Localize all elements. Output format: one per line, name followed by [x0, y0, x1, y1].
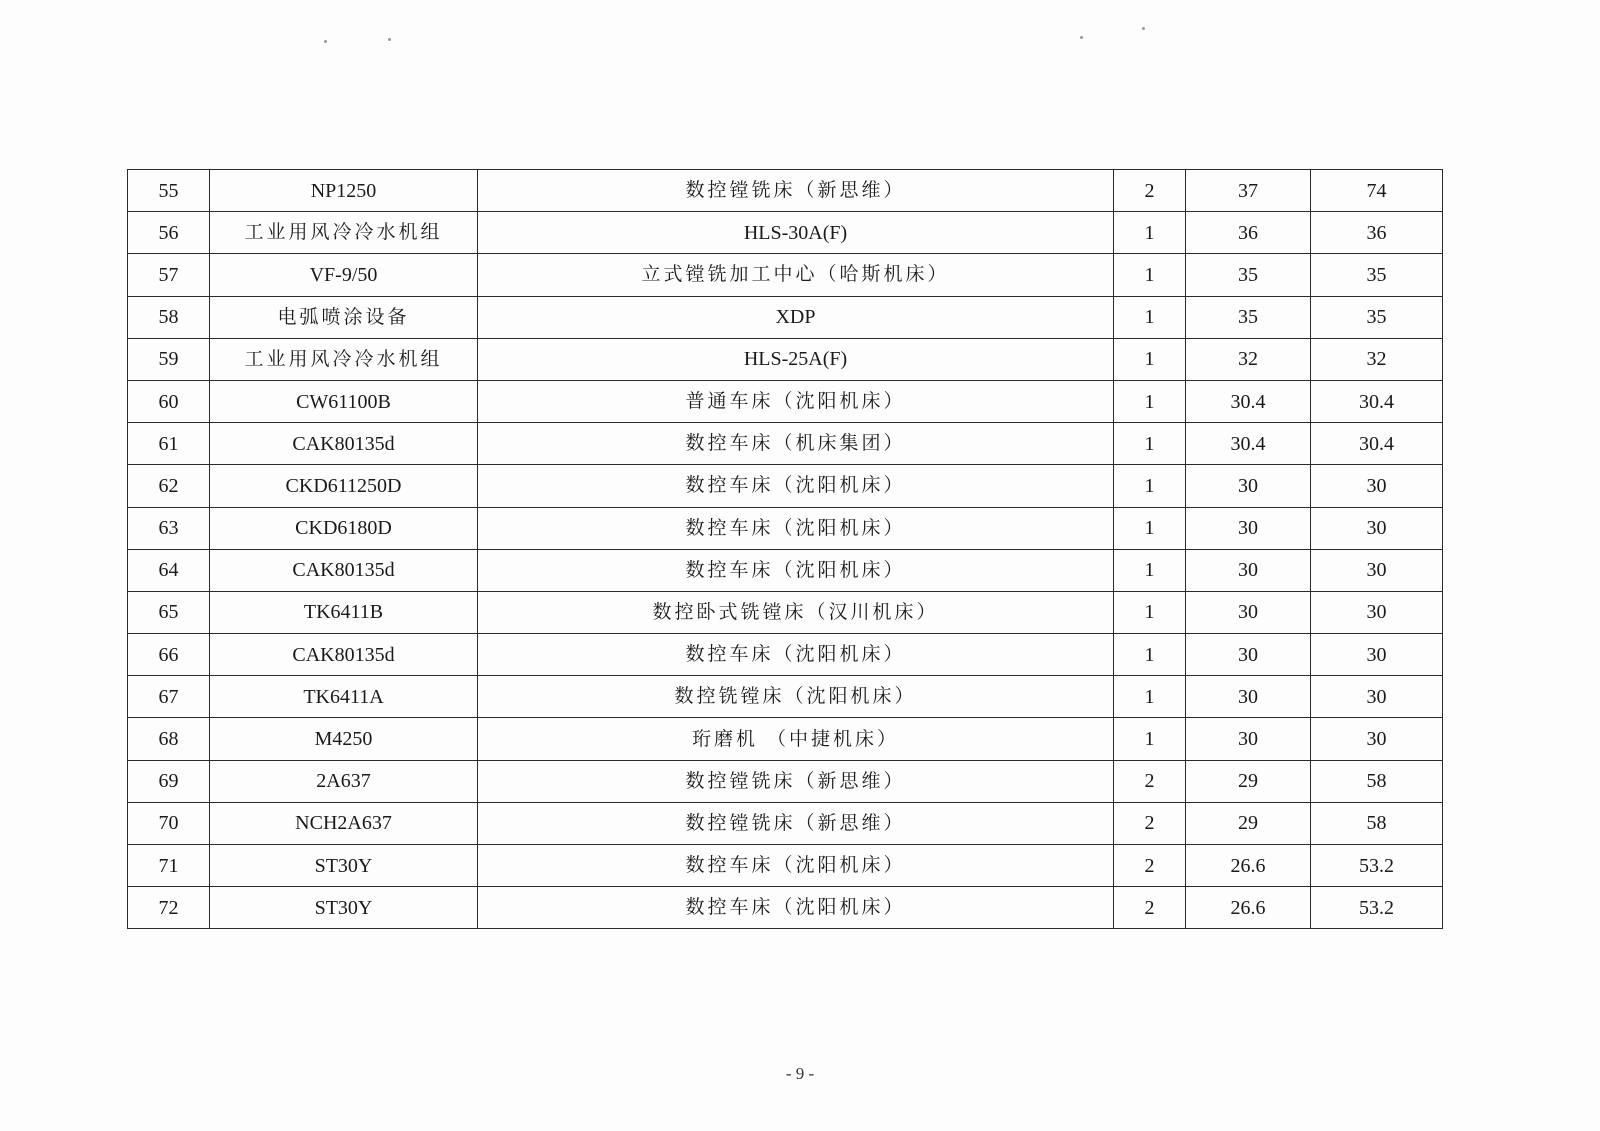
equipment-table-body: [128, 170, 1443, 929]
cell-total-value: 30: [1311, 718, 1443, 760]
cell-index: 58: [128, 296, 210, 338]
cell-unit-value: 30: [1186, 549, 1311, 591]
cell-quantity: 2: [1114, 845, 1186, 887]
cell-model-or-name: CAK80135d: [210, 549, 478, 591]
cell-description: 数控镗铣床（新思维）: [478, 170, 1114, 212]
cell-quantity: 1: [1114, 465, 1186, 507]
cell-index: 55: [128, 170, 210, 212]
cell-total-value: 58: [1311, 802, 1443, 844]
cell-quantity: 1: [1114, 634, 1186, 676]
cell-model-or-name: ST30Y: [210, 887, 478, 929]
table-row: [128, 760, 1443, 802]
cell-description: 数控镗铣床（新思维）: [478, 760, 1114, 802]
cell-index: 71: [128, 845, 210, 887]
cell-model-or-name: 2A637: [210, 760, 478, 802]
cell-index: 61: [128, 423, 210, 465]
cell-unit-value: 32: [1186, 338, 1311, 380]
table-row: [128, 423, 1443, 465]
cell-unit-value: 30.4: [1186, 423, 1311, 465]
cell-model-or-name: VF-9/50: [210, 254, 478, 296]
cell-total-value: 30: [1311, 634, 1443, 676]
table-row: [128, 338, 1443, 380]
cell-description: 数控卧式铣镗床（汉川机床）: [478, 591, 1114, 633]
cell-index: 72: [128, 887, 210, 929]
cell-total-value: 35: [1311, 254, 1443, 296]
cell-total-value: 32: [1311, 338, 1443, 380]
table-row: [128, 507, 1443, 549]
cell-model-or-name: 工业用风冷冷水机组: [210, 212, 478, 254]
table-row: [128, 212, 1443, 254]
cell-unit-value: 30: [1186, 634, 1311, 676]
cell-unit-value: 30: [1186, 465, 1311, 507]
cell-index: 64: [128, 549, 210, 591]
cell-total-value: 30: [1311, 549, 1443, 591]
scan-speck: [324, 40, 327, 43]
cell-description: 数控车床（沈阳机床）: [478, 887, 1114, 929]
cell-model-or-name: TK6411B: [210, 591, 478, 633]
cell-index: 59: [128, 338, 210, 380]
cell-quantity: 1: [1114, 676, 1186, 718]
cell-quantity: 1: [1114, 549, 1186, 591]
cell-index: 66: [128, 634, 210, 676]
cell-unit-value: 26.6: [1186, 887, 1311, 929]
cell-unit-value: 36: [1186, 212, 1311, 254]
table-row: [128, 802, 1443, 844]
cell-unit-value: 30: [1186, 591, 1311, 633]
cell-index: 68: [128, 718, 210, 760]
cell-model-or-name: NP1250: [210, 170, 478, 212]
table-row: [128, 591, 1443, 633]
cell-index: 57: [128, 254, 210, 296]
cell-description: 数控车床（沈阳机床）: [478, 549, 1114, 591]
cell-index: 69: [128, 760, 210, 802]
cell-total-value: 58: [1311, 760, 1443, 802]
cell-total-value: 36: [1311, 212, 1443, 254]
cell-total-value: 30: [1311, 676, 1443, 718]
cell-index: 70: [128, 802, 210, 844]
cell-index: 65: [128, 591, 210, 633]
cell-description: 数控铣镗床（沈阳机床）: [478, 676, 1114, 718]
cell-unit-value: 26.6: [1186, 845, 1311, 887]
cell-model-or-name: 电弧喷涂设备: [210, 296, 478, 338]
cell-unit-value: 30: [1186, 507, 1311, 549]
cell-description: 数控车床（沈阳机床）: [478, 845, 1114, 887]
cell-description: 珩磨机 （中捷机床）: [478, 718, 1114, 760]
page-number: - 9 -: [785, 1064, 815, 1083]
cell-total-value: 30: [1311, 591, 1443, 633]
cell-unit-value: 29: [1186, 802, 1311, 844]
cell-quantity: 1: [1114, 254, 1186, 296]
cell-unit-value: 29: [1186, 760, 1311, 802]
cell-model-or-name: CW61100B: [210, 380, 478, 422]
cell-description: 数控镗铣床（新思维）: [478, 802, 1114, 844]
cell-model-or-name: CAK80135d: [210, 423, 478, 465]
table-row: [128, 465, 1443, 507]
cell-quantity: 2: [1114, 802, 1186, 844]
cell-quantity: 1: [1114, 591, 1186, 633]
table-row: [128, 845, 1443, 887]
table-row: [128, 254, 1443, 296]
cell-quantity: 1: [1114, 338, 1186, 380]
cell-index: 62: [128, 465, 210, 507]
table-row: [128, 380, 1443, 422]
cell-unit-value: 30: [1186, 718, 1311, 760]
cell-model-or-name: ST30Y: [210, 845, 478, 887]
cell-unit-value: 35: [1186, 254, 1311, 296]
cell-model-or-name: CKD6180D: [210, 507, 478, 549]
cell-quantity: 2: [1114, 760, 1186, 802]
cell-unit-value: 30: [1186, 676, 1311, 718]
table-row: [128, 170, 1443, 212]
table-row: [128, 676, 1443, 718]
cell-description: 数控车床（机床集团）: [478, 423, 1114, 465]
cell-quantity: 2: [1114, 170, 1186, 212]
cell-total-value: 30: [1311, 507, 1443, 549]
cell-total-value: 74: [1311, 170, 1443, 212]
cell-model-or-name: TK6411A: [210, 676, 478, 718]
cell-total-value: 53.2: [1311, 887, 1443, 929]
cell-description: 数控车床（沈阳机床）: [478, 465, 1114, 507]
cell-index: 67: [128, 676, 210, 718]
cell-quantity: 1: [1114, 507, 1186, 549]
scan-speck: [388, 38, 391, 41]
equipment-table: [127, 169, 1443, 929]
cell-description: 数控车床（沈阳机床）: [478, 507, 1114, 549]
cell-index: 60: [128, 380, 210, 422]
cell-quantity: 1: [1114, 296, 1186, 338]
cell-model-or-name: NCH2A637: [210, 802, 478, 844]
cell-quantity: 1: [1114, 212, 1186, 254]
table-row: [128, 718, 1443, 760]
cell-model-or-name: CKD611250D: [210, 465, 478, 507]
cell-index: 63: [128, 507, 210, 549]
scan-speck: [1080, 36, 1083, 39]
cell-quantity: 1: [1114, 423, 1186, 465]
cell-total-value: 53.2: [1311, 845, 1443, 887]
cell-quantity: 2: [1114, 887, 1186, 929]
cell-model-or-name: 工业用风冷冷水机组: [210, 338, 478, 380]
table-row: [128, 634, 1443, 676]
cell-unit-value: 37: [1186, 170, 1311, 212]
cell-total-value: 35: [1311, 296, 1443, 338]
table-row: [128, 549, 1443, 591]
cell-model-or-name: CAK80135d: [210, 634, 478, 676]
cell-unit-value: 35: [1186, 296, 1311, 338]
cell-quantity: 1: [1114, 380, 1186, 422]
cell-unit-value: 30.4: [1186, 380, 1311, 422]
cell-description: XDP: [478, 296, 1114, 338]
cell-description: HLS-30A(F): [478, 212, 1114, 254]
cell-model-or-name: M4250: [210, 718, 478, 760]
cell-description: 立式镗铣加工中心（哈斯机床）: [478, 254, 1114, 296]
cell-total-value: 30.4: [1311, 423, 1443, 465]
cell-description: 数控车床（沈阳机床）: [478, 634, 1114, 676]
cell-description: 普通车床（沈阳机床）: [478, 380, 1114, 422]
cell-index: 56: [128, 212, 210, 254]
cell-total-value: 30.4: [1311, 380, 1443, 422]
table-row: [128, 887, 1443, 929]
scan-speck: [1142, 27, 1145, 30]
table-row: [128, 296, 1443, 338]
cell-quantity: 1: [1114, 718, 1186, 760]
cell-description: HLS-25A(F): [478, 338, 1114, 380]
cell-total-value: 30: [1311, 465, 1443, 507]
